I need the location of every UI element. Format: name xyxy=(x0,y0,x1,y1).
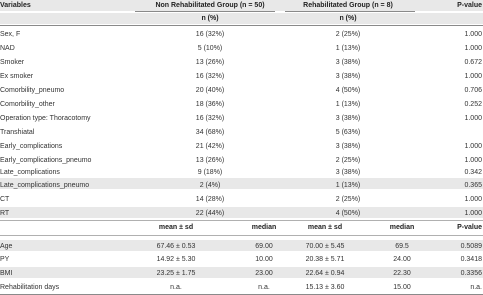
row-non-rehab: 5 (10%) xyxy=(197,45,223,52)
subheader-rehab: n (%) xyxy=(339,15,357,22)
row-non-rehab: 34 (68%) xyxy=(195,129,225,136)
row-rehab: 1 (13%) xyxy=(335,182,361,189)
cont-row-pvalue: 0.5089 xyxy=(460,243,482,250)
cont-row-rehab-median: 15.00 xyxy=(393,284,411,291)
cont-row-label: PY xyxy=(0,256,10,263)
row-label: Transhiatal xyxy=(0,129,35,136)
row-rehab: 1 (13%) xyxy=(335,45,361,52)
cont-row-non-median: n.a. xyxy=(258,284,270,291)
cont-row-rehab-mean: 20.38 ± 5.71 xyxy=(305,256,345,263)
cont-row-label: Age xyxy=(0,243,13,250)
row-non-rehab: 21 (42%) xyxy=(195,143,225,150)
row-pvalue: 0.706 xyxy=(464,87,482,94)
row-rehab: 3 (38%) xyxy=(335,73,361,80)
row-bg-rt xyxy=(0,207,483,218)
cont-row-non-median: 69.00 xyxy=(255,243,273,250)
row-rehab: 3 (38%) xyxy=(335,169,361,176)
cont-row-rehab-mean: 22.64 ± 0.94 xyxy=(305,270,345,277)
cont-row-pvalue: n.a. xyxy=(470,284,482,291)
row-pvalue: 1.000 xyxy=(464,143,482,150)
row-pvalue: 1.000 xyxy=(464,45,482,52)
cont-row-non-median: 10.00 xyxy=(255,256,273,263)
row-pvalue: 1.000 xyxy=(464,196,482,203)
subheader-non-rehab: n (%) xyxy=(201,15,219,22)
row-label: Comorbility_other xyxy=(0,101,55,108)
row-non-rehab: 14 (28%) xyxy=(195,196,225,203)
row-rehab: 1 (13%) xyxy=(335,101,361,108)
row-non-rehab: 16 (32%) xyxy=(195,115,225,122)
row-rehab: 4 (50%) xyxy=(335,210,361,217)
row-label: Smoker xyxy=(0,59,25,66)
row-non-rehab: 13 (26%) xyxy=(195,59,225,66)
row-pvalue: 1.000 xyxy=(464,210,482,217)
row-pvalue: 1.000 xyxy=(464,73,482,80)
row-label: RT xyxy=(0,210,10,217)
row-rehab: 3 (38%) xyxy=(335,143,361,150)
row-label: Late_complications_pneumo xyxy=(0,182,90,189)
cont-row-label: Rehabilitation days xyxy=(0,284,60,291)
cont-row-rehab-mean: 15.13 ± 3.60 xyxy=(305,284,345,291)
row-non-rehab: 16 (32%) xyxy=(195,31,225,38)
section-divider xyxy=(0,220,483,221)
row-rehab: 5 (63%) xyxy=(335,129,361,136)
header-pvalue: P-value xyxy=(457,2,482,9)
row-label: Late_complications xyxy=(0,169,60,176)
row-label: CT xyxy=(0,196,10,203)
row-rehab: 3 (38%) xyxy=(335,59,361,66)
row-rehab: 2 (25%) xyxy=(335,196,361,203)
cont-header-rehab-median: median xyxy=(389,224,415,231)
row-non-rehab: 2 (4%) xyxy=(199,182,221,189)
row-pvalue: 0.342 xyxy=(464,169,482,176)
cont-row-pvalue: 0.3418 xyxy=(460,256,482,263)
cont-row-non-median: 23.00 xyxy=(255,270,273,277)
cont-row-rehab-mean: 70.00 ± 5.45 xyxy=(305,243,345,250)
row-pvalue: 1.000 xyxy=(464,31,482,38)
cont-header-divider xyxy=(0,235,483,236)
cont-row-pvalue: 0.3356 xyxy=(460,270,482,277)
row-bg-py xyxy=(0,240,483,251)
cont-row-rehab-median: 69.5 xyxy=(395,243,409,250)
cont-row-rehab-median: 24.00 xyxy=(393,256,411,263)
cont-row-rehab-median: 22.30 xyxy=(393,270,411,277)
row-label: Early_complications_pneumo xyxy=(0,157,92,164)
row-label: Comorbility_pneumo xyxy=(0,87,65,94)
cont-header-rehab-mean: mean ± sd xyxy=(307,224,343,231)
header-divider xyxy=(0,25,483,26)
row-label: Sex, F xyxy=(0,31,21,38)
row-pvalue: 1.000 xyxy=(464,115,482,122)
row-rehab: 4 (50%) xyxy=(335,87,361,94)
row-rehab: 2 (25%) xyxy=(335,31,361,38)
underline-non-rehab xyxy=(135,11,275,12)
header-non-rehab: Non Rehabilitated Group (n = 50) xyxy=(155,2,265,9)
cont-row-non-mean: 67.46 ± 0.53 xyxy=(156,243,196,250)
row-pvalue: 0.365 xyxy=(464,182,482,189)
row-non-rehab: 22 (44%) xyxy=(195,210,225,217)
row-pvalue: 0.672 xyxy=(464,59,482,66)
row-label: Operation type: Thoracotomy xyxy=(0,115,91,122)
row-non-rehab: 18 (36%) xyxy=(195,101,225,108)
cont-row-non-mean: 23.25 ± 1.75 xyxy=(156,270,196,277)
header-rehab: Rehabilitated Group (n = 8) xyxy=(303,2,393,9)
cont-header-pvalue: P-value xyxy=(457,224,482,231)
row-non-rehab: 16 (32%) xyxy=(195,73,225,80)
row-label: NAD xyxy=(0,45,15,52)
row-non-rehab: 20 (40%) xyxy=(195,87,225,94)
row-non-rehab: 9 (18%) xyxy=(197,169,223,176)
subheader-row-bg xyxy=(0,13,483,24)
row-non-rehab: 13 (26%) xyxy=(195,157,225,164)
cont-row-non-mean: n.a. xyxy=(170,284,182,291)
row-label: Early_complications xyxy=(0,143,63,150)
row-rehab: 3 (38%) xyxy=(335,115,361,122)
cont-row-label: BMI xyxy=(0,270,13,277)
row-pvalue: 0.252 xyxy=(464,101,482,108)
row-label: Ex smoker xyxy=(0,73,34,80)
row-rehab: 2 (25%) xyxy=(335,157,361,164)
underline-rehab xyxy=(285,11,415,12)
row-pvalue: 1.000 xyxy=(464,157,482,164)
cont-row-non-mean: 14.92 ± 5.30 xyxy=(156,256,196,263)
cont-header-non-median: median xyxy=(251,224,277,231)
header-variables: Variables xyxy=(0,2,31,9)
cont-header-non-mean: mean ± sd xyxy=(158,224,194,231)
